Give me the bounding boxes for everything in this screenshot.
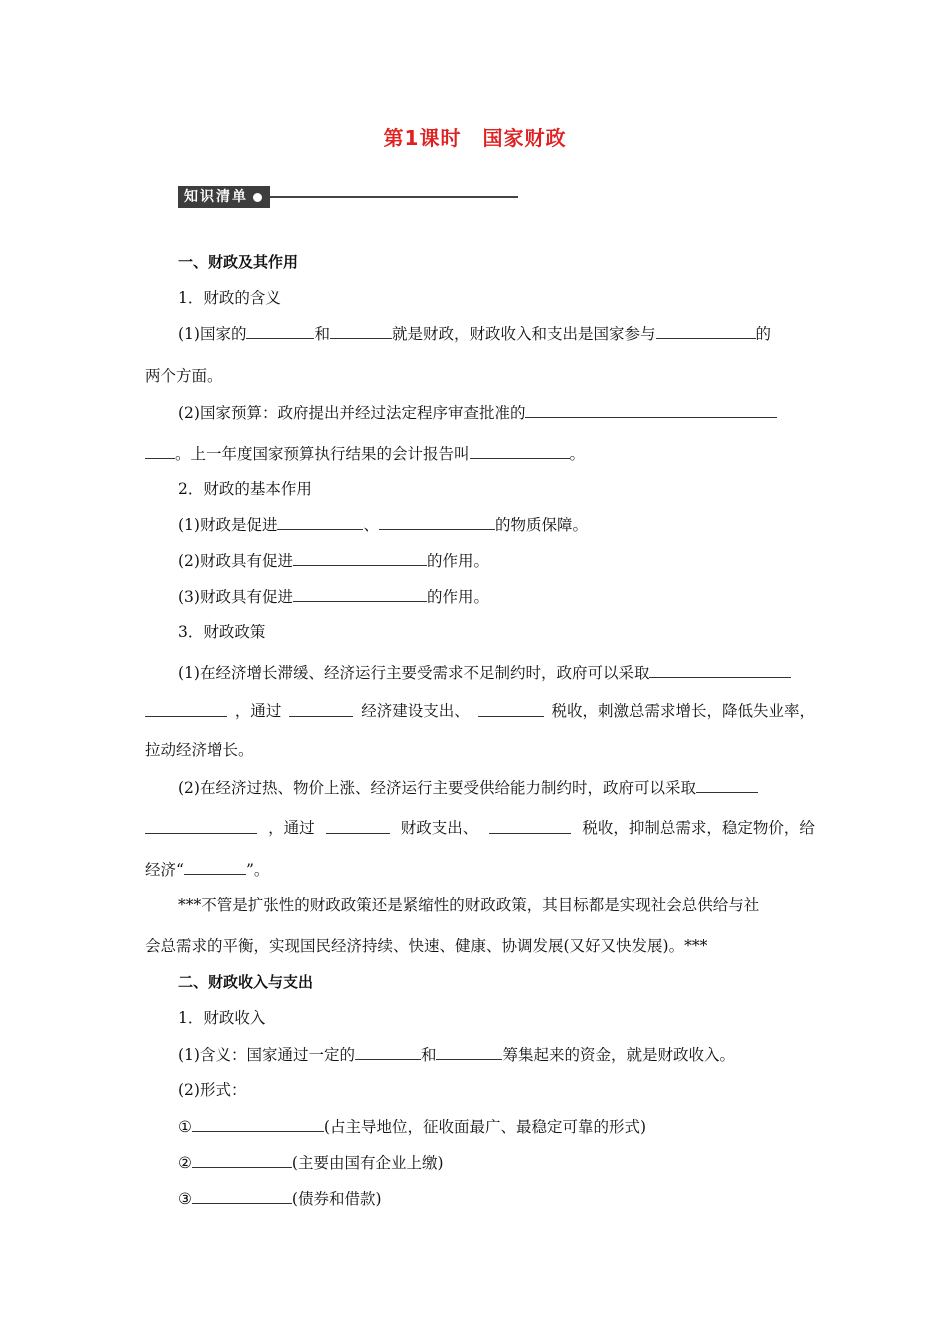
fill-blank[interactable] bbox=[326, 818, 390, 834]
fill-blank[interactable] bbox=[436, 1044, 502, 1060]
text: (1)含义：国家通过一定的 bbox=[178, 1046, 355, 1064]
text-line bbox=[145, 818, 815, 838]
text: (2)在经济过热、物价上涨、经济运行主要受供给能力制约时，政府可以采取 bbox=[178, 779, 696, 797]
text-line bbox=[178, 777, 848, 798]
badge-label: 知识清单 bbox=[184, 189, 248, 205]
text-line bbox=[178, 402, 848, 423]
text: 和 bbox=[420, 1046, 437, 1064]
text: 的作用。 bbox=[426, 588, 489, 606]
text-line bbox=[178, 1152, 848, 1173]
text: (3)财政具有促进 bbox=[178, 588, 293, 606]
text: (2)国家预算：政府提出并经过法定程序审查批准的 bbox=[178, 404, 526, 422]
text-line bbox=[145, 859, 815, 880]
subheading-revenue: 1．财政收入 bbox=[178, 1009, 266, 1027]
text-line: 两个方面。 bbox=[145, 367, 223, 385]
bullet-icon bbox=[253, 193, 262, 202]
text-line bbox=[178, 1116, 848, 1137]
text-line bbox=[178, 550, 848, 571]
fill-blank[interactable] bbox=[656, 323, 756, 339]
text: 。上一年度国家预算执行结果的会计报告叫 bbox=[175, 445, 470, 463]
text: 就是财政，财政收入和支出是国家参与 bbox=[391, 325, 656, 343]
text: 筹集起来的资金，就是财政收入。 bbox=[502, 1046, 735, 1064]
text: ② bbox=[178, 1154, 192, 1172]
text: 经济建设支出、 bbox=[361, 702, 470, 720]
fill-blank[interactable] bbox=[696, 777, 758, 793]
text: ① bbox=[178, 1118, 192, 1136]
text: (2)财政具有促进 bbox=[178, 552, 293, 570]
fill-blank[interactable] bbox=[470, 443, 570, 459]
note-line: 会总需求的平衡，实现国民经济持续、快速、健康、协调发展(又好又快发展)。*** bbox=[145, 937, 708, 955]
text: 经济“ bbox=[145, 861, 184, 879]
text: 财政支出、 bbox=[400, 819, 479, 837]
text-line bbox=[178, 662, 848, 683]
note-line: ***不管是扩张性的财政政策还是紧缩性的财政政策，其目标都是实现社会总供给与社 bbox=[178, 896, 760, 914]
fill-blank[interactable] bbox=[379, 514, 495, 530]
text-line bbox=[145, 443, 815, 464]
fill-blank[interactable] bbox=[192, 1152, 292, 1168]
text: (主要由国有企业上缴) bbox=[291, 1154, 444, 1172]
text: (占主导地位，征收面最广、最稳定可靠的形式) bbox=[323, 1118, 647, 1136]
text: 税收，刺激总需求增长，降低失业率， bbox=[551, 702, 815, 720]
fill-blank[interactable] bbox=[145, 818, 257, 834]
subheading-finance-meaning: 1．财政的含义 bbox=[178, 289, 281, 307]
text: 的物质保障。 bbox=[494, 516, 588, 534]
section-heading-2: 二、财政收入与支出 bbox=[178, 973, 314, 991]
section-banner bbox=[178, 185, 518, 209]
text-line bbox=[178, 586, 848, 607]
text: (1)国家的 bbox=[178, 325, 247, 343]
fill-blank[interactable] bbox=[277, 514, 363, 530]
text: 税收，抑制总需求，稳定物价，给 bbox=[582, 819, 815, 837]
fill-blank[interactable] bbox=[289, 701, 353, 717]
subheading-basic-role: 2．财政的基本作用 bbox=[178, 480, 312, 498]
fill-blank[interactable] bbox=[330, 323, 392, 339]
text-line bbox=[178, 1188, 848, 1209]
text-line: (2)形式： bbox=[178, 1081, 247, 1099]
text-line bbox=[178, 323, 848, 344]
text: ，通过 bbox=[234, 702, 282, 720]
text: (债券和借款) bbox=[291, 1190, 382, 1208]
text: 的作用。 bbox=[426, 552, 489, 570]
text: 、 bbox=[363, 516, 379, 534]
text-line bbox=[178, 514, 848, 535]
fill-blank[interactable] bbox=[525, 402, 777, 418]
knowledge-list-badge bbox=[178, 186, 270, 208]
fill-blank[interactable] bbox=[489, 818, 571, 834]
text-line: 拉动经济增长。 bbox=[145, 741, 254, 759]
text-line bbox=[178, 1044, 848, 1065]
text: 和 bbox=[314, 325, 330, 343]
text-line bbox=[145, 701, 815, 721]
fill-blank[interactable] bbox=[184, 859, 246, 875]
section-heading-1: 一、财政及其作用 bbox=[178, 253, 299, 271]
fill-blank[interactable] bbox=[649, 662, 791, 678]
fill-blank[interactable] bbox=[192, 1188, 292, 1204]
text: (1)财政是促进 bbox=[178, 516, 278, 534]
fill-blank[interactable] bbox=[293, 550, 427, 566]
subheading-fiscal-policy: 3．财政政策 bbox=[178, 623, 266, 641]
fill-blank[interactable] bbox=[145, 701, 227, 717]
text: ”。 bbox=[245, 861, 270, 879]
text: 。 bbox=[569, 445, 586, 463]
text: 的 bbox=[755, 325, 772, 343]
fill-blank[interactable] bbox=[355, 1044, 421, 1060]
fill-blank[interactable] bbox=[145, 443, 175, 459]
fill-blank[interactable] bbox=[192, 1116, 324, 1132]
fill-blank[interactable] bbox=[293, 586, 427, 602]
text: (1)在经济增长滞缓、经济运行主要受需求不足制约时，政府可以采取 bbox=[178, 664, 650, 682]
fill-blank[interactable] bbox=[246, 323, 314, 339]
banner-rule bbox=[270, 196, 518, 198]
text: ③ bbox=[178, 1190, 192, 1208]
text: ，通过 bbox=[268, 819, 315, 837]
page-title: 第1课时 国家财政 bbox=[383, 126, 567, 150]
fill-blank[interactable] bbox=[478, 701, 544, 717]
